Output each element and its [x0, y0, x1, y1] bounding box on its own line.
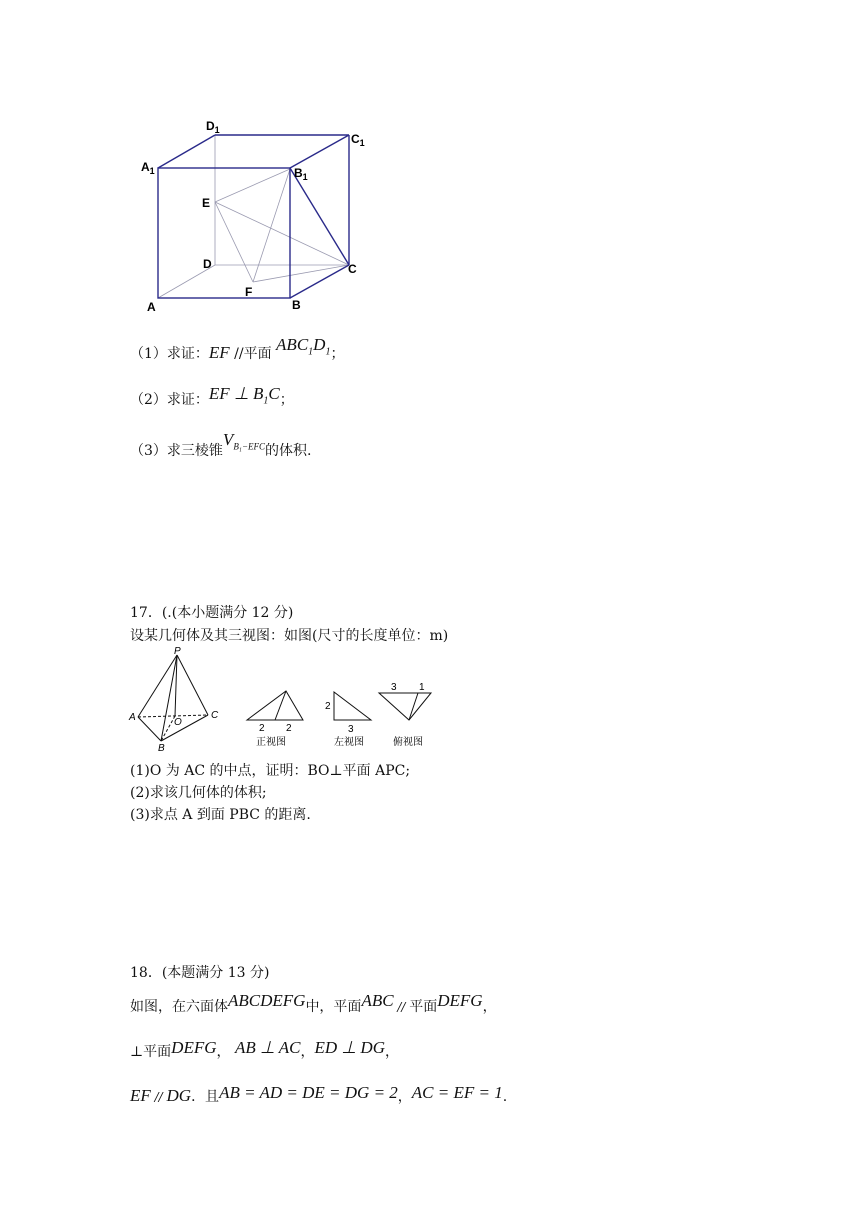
q18-header: 18．(本题满分 13 分) — [130, 965, 270, 981]
q16-part3: （3）求三棱锥$V_{B_1-EFC}$的体积. — [130, 430, 312, 459]
q16-part2: （2）求证：EF ⊥ $B_1C$； — [130, 384, 294, 408]
front-num-2: 2 — [286, 723, 292, 734]
label-F: F — [245, 285, 253, 299]
side-num-left: 2 — [325, 701, 331, 712]
fig-label-A: A — [129, 712, 136, 723]
label-D: D — [203, 257, 212, 271]
label-D1: $D_1$ — [206, 119, 220, 135]
label-B1: $B_1$ — [294, 166, 308, 182]
q17-sub1: (1)O 为 AC 的中点，证明：BO⊥平面 APC; — [130, 763, 411, 779]
q17-header: 17．(.(本小题满分 12 分) — [130, 605, 294, 621]
fig-label-P: P — [174, 646, 181, 657]
fig-label-C: C — [211, 710, 219, 721]
caption-top-view: 俯视图 — [393, 737, 423, 748]
q16-part1: （1）求证：EF //平面 $ABC_1D_1$； — [130, 335, 345, 362]
label-C1: $C_1$ — [351, 132, 365, 148]
caption-side-view: 左视图 — [334, 737, 364, 748]
q18-line1: 如图，在六面体ABCDEFG中，平面ABC // 平面DEFG， — [130, 991, 497, 1015]
label-B: B — [292, 298, 301, 312]
cube-figure — [130, 110, 390, 325]
top-num-2: 1 — [419, 682, 425, 693]
q18-line3: EF // DG．且AB = AD = DE = DG = 2，AC = EF = 1. — [130, 1083, 508, 1105]
q17-sub2: (2)求该几何体的体积; — [130, 785, 267, 801]
caption-front-view: 正视图 — [256, 737, 286, 748]
label-E: E — [202, 196, 211, 210]
front-num-1: 2 — [259, 723, 265, 734]
q17-intro: 设某几何体及其三视图：如图(尺寸的长度单位：m) — [130, 628, 449, 644]
label-C: C — [348, 262, 357, 276]
fig-label-O: O — [174, 717, 182, 728]
label-A1: $A_1$ — [141, 160, 155, 176]
fig-label-B: B — [158, 743, 165, 754]
q18-line2: ⊥平面DEFG， AB ⊥ AC，ED ⊥ DG， — [130, 1038, 399, 1060]
q17-sub3: (3)求点 A 到面 PBC 的距离. — [130, 807, 311, 823]
q17-figure — [126, 645, 446, 755]
side-num-bottom: 3 — [348, 724, 354, 735]
label-A: A — [147, 300, 156, 314]
top-num-1: 3 — [391, 682, 397, 693]
